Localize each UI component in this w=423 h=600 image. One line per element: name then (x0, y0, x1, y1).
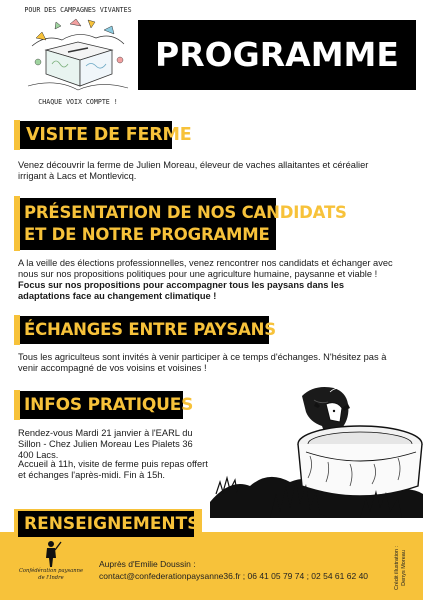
section-heading-echanges (20, 316, 276, 344)
section-heading-label: VISITE DE FERME (26, 125, 192, 145)
campaign-slogan-top: POUR DES CAMPAGNES VIVANTES (24, 6, 132, 14)
page-title: PROGRAMME (155, 35, 399, 74)
confederation-logo (18, 538, 84, 594)
section-text-bold: Focus sur nos propositions pour accompagner tous les paysans dans les adaptations face au changement climatique ! (18, 280, 344, 301)
cow-trough-illustration (210, 382, 423, 518)
contact-details: contact@confederationpaysanne36.fr ; 06 41 05 79 74 ; 02 54 61 62 40 (99, 571, 369, 581)
section-text-infos-address: Rendez-vous Mardi 21 janvier à l'EARL du Sillon - Chez Julien Moreau Les Pialets 36 400 Lacs. (18, 428, 193, 460)
section-text-presentation (18, 258, 398, 302)
confederation-name-line2: de l'Indre (38, 574, 64, 581)
section-text-visite: Venez découvrir la ferme de Julien Moreau, éleveur de vaches allaitantes et céréalier irrigant à Lacs et Montlevicq. (18, 160, 369, 181)
campaign-slogan-bottom: CHAQUE VOIX COMPTE ! (38, 98, 118, 106)
title-banner (138, 20, 416, 90)
confederation-name (18, 568, 84, 581)
credit-line1: Crédit illustration : (394, 545, 400, 591)
section-heading-renseignements (18, 511, 200, 537)
section-heading-label: INFOS PRATIQUES (24, 395, 194, 415)
illustration-credit (390, 540, 412, 596)
section-heading-visite (20, 121, 192, 149)
section-heading-line1: PRÉSENTATION DE NOS CANDIDATS (24, 203, 347, 222)
section-text-regular: A la veille des élections professionnelles, venez rencontrer nos candidats et échanger avec nous sur nos propositions politiques pour une agriculture humaine, paysanne et viable ! (18, 258, 393, 279)
campaign-logo (18, 6, 138, 110)
illustration-credit-text (394, 546, 408, 590)
section-heading-line2: ET DE NOTRE PROGRAMME (24, 225, 270, 244)
contact-person: Auprès d'Emilie Doussin : (99, 559, 196, 569)
credit-line2: Denys Moreau (401, 550, 407, 586)
ballot-box-illustration (26, 16, 130, 98)
section-heading-infos (20, 391, 194, 419)
section-text-infos-schedule: Accueil à 11h, visite de ferme puis repas offert et échanges l'après-midi. Fin à 15h. (18, 459, 208, 480)
farmer-silhouette-icon (40, 540, 62, 568)
section-text-echanges: Tous les agriculteus sont invités à venir participer à ce temps d'échanges. N'hésitez pas à venir accompagné de vos voisins et voisines ! (18, 352, 387, 373)
confederation-name-line1: Confédération paysanne (18, 568, 84, 574)
section-heading-label: ÉCHANGES ENTRE PAYSANS (24, 320, 276, 339)
section-heading-label: RENSEIGNEMENTS (24, 514, 200, 534)
section-heading-presentation (20, 198, 347, 250)
